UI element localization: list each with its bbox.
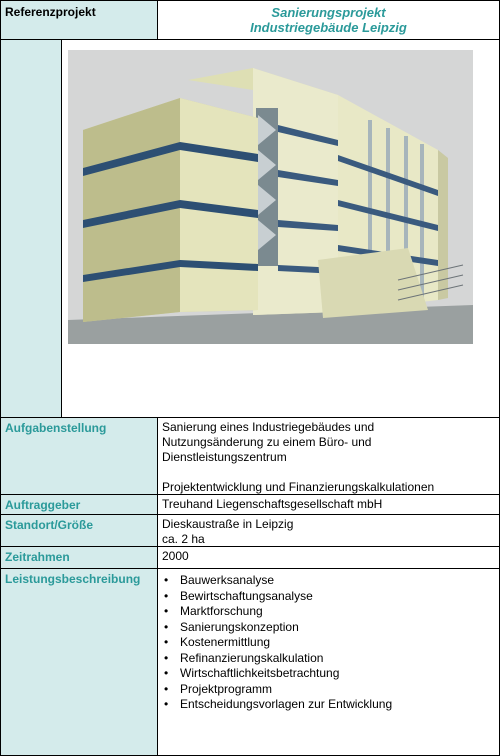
header-label: Referenzprojekt — [5, 5, 96, 19]
list-item: • Kostenermittlung — [162, 635, 495, 651]
list-item: • Entscheidungsvorlagen zur Entwicklung — [162, 697, 495, 713]
header-title-cell — [158, 1, 499, 39]
list-item: • Refinanzierungskalkulation — [162, 651, 495, 667]
standort-line-2: ca. 2 ha — [162, 532, 205, 546]
header — [1, 1, 499, 40]
building-illustration — [68, 50, 473, 344]
task-line-2: Nutzungsänderung zu einem Büro- und — [162, 435, 372, 449]
standort-line-1: Dieskaustraße in Leipzig — [162, 517, 294, 531]
auftraggeber-label: Auftraggeber — [5, 498, 81, 512]
zeitrahmen-label: Zeitrahmen — [5, 550, 70, 564]
list-item: • Bewirtschaftungsanalyse — [162, 589, 495, 605]
auftraggeber-value: Treuhand Liegenschaftsgesellschaft mbH — [162, 497, 383, 511]
row-label-cell — [1, 515, 158, 546]
project-title-line2: Industriegebäude Leipzig — [250, 20, 407, 35]
list-item: • Sanierungskonzeption — [162, 620, 495, 636]
aufgabenstellung-label: Aufgabenstellung — [5, 421, 107, 435]
standort-value — [162, 517, 495, 547]
row-auftraggeber — [1, 495, 499, 515]
row-zeitrahmen — [1, 547, 499, 569]
zeitrahmen-value: 2000 — [162, 549, 189, 563]
aufgabenstellung-value — [162, 420, 495, 495]
image-side-cell — [1, 40, 62, 417]
row-label-cell — [1, 547, 158, 568]
building-rendering-image — [68, 50, 473, 344]
leistung-value — [162, 573, 495, 713]
row-label-cell — [1, 495, 158, 514]
row-leistungsbeschreibung — [1, 569, 499, 755]
list-item: • Wirtschaftlichkeitsbetrachtung — [162, 666, 495, 682]
task-line-1: Sanierung eines Industriegebäudes und — [162, 420, 375, 434]
leistung-label: Leistungsbeschreibung — [5, 572, 141, 586]
row-standort — [1, 515, 499, 547]
image-area — [1, 40, 499, 418]
project-title-line1: Sanierungsprojekt — [271, 5, 386, 20]
services-list — [162, 573, 495, 713]
task-line-4: Projektentwicklung und Finanzierungskalkulationen — [162, 480, 435, 494]
row-label-cell — [1, 418, 158, 494]
standort-label: Standort/Größe — [5, 518, 94, 532]
row-label-cell — [1, 569, 158, 755]
task-line-3: Dienstleistungszentrum — [162, 450, 287, 464]
row-aufgabenstellung — [1, 418, 499, 495]
list-item: • Marktforschung — [162, 604, 495, 620]
header-label-cell — [1, 1, 158, 39]
list-item: • Projektprogramm — [162, 682, 495, 698]
list-item: • Bauwerksanalyse — [162, 573, 495, 589]
